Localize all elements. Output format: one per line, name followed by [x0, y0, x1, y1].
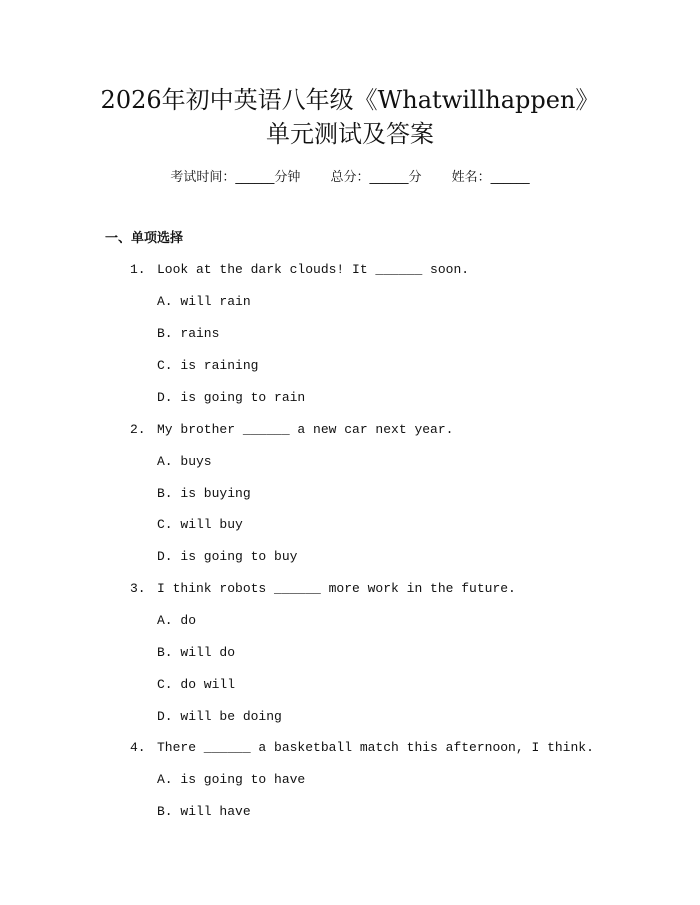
question-option: B. will do [157, 645, 236, 660]
question-number: 3. [130, 581, 146, 596]
question-option: A. do [157, 613, 197, 628]
question-option: A. is going to have [157, 772, 306, 787]
question-option: B. will have [157, 804, 251, 819]
student-name-field: 姓名：______ [451, 170, 530, 185]
section-title: 一、单项选择 [105, 231, 184, 246]
question-option: A. buys [157, 454, 212, 469]
document-title-line1: 2026年初中英语八年级《Whatwillhappen》 [100, 86, 600, 114]
total-score-field: 总分：______分 [330, 170, 422, 185]
question-option: D. is going to rain [157, 390, 306, 405]
question-number: 1. [130, 262, 146, 277]
question-option: C. will buy [157, 517, 243, 532]
question-text: There ______ a basketball match this afternoon, I think. [157, 740, 594, 755]
question-option: D. will be doing [157, 709, 282, 724]
question-option: A. will rain [157, 294, 251, 309]
question-text: Look at the dark clouds! It ______ soon. [157, 262, 470, 277]
exam-meta [0, 168, 700, 188]
question-number: 4. [130, 740, 146, 755]
question-option: D. is going to buy [157, 549, 298, 564]
question-option: B. rains [157, 326, 220, 341]
exam-time-field: 考试时间：______分钟 [170, 170, 301, 185]
question-option: B. is buying [157, 486, 251, 501]
question-number: 2. [130, 422, 146, 437]
question-option: C. do will [157, 677, 236, 692]
question-text: I think robots ______ more work in the future. [157, 581, 516, 596]
document-title-line2: 单元测试及答案 [266, 120, 434, 148]
question-text: My brother ______ a new car next year. [157, 422, 454, 437]
question-option: C. is raining [157, 358, 259, 373]
